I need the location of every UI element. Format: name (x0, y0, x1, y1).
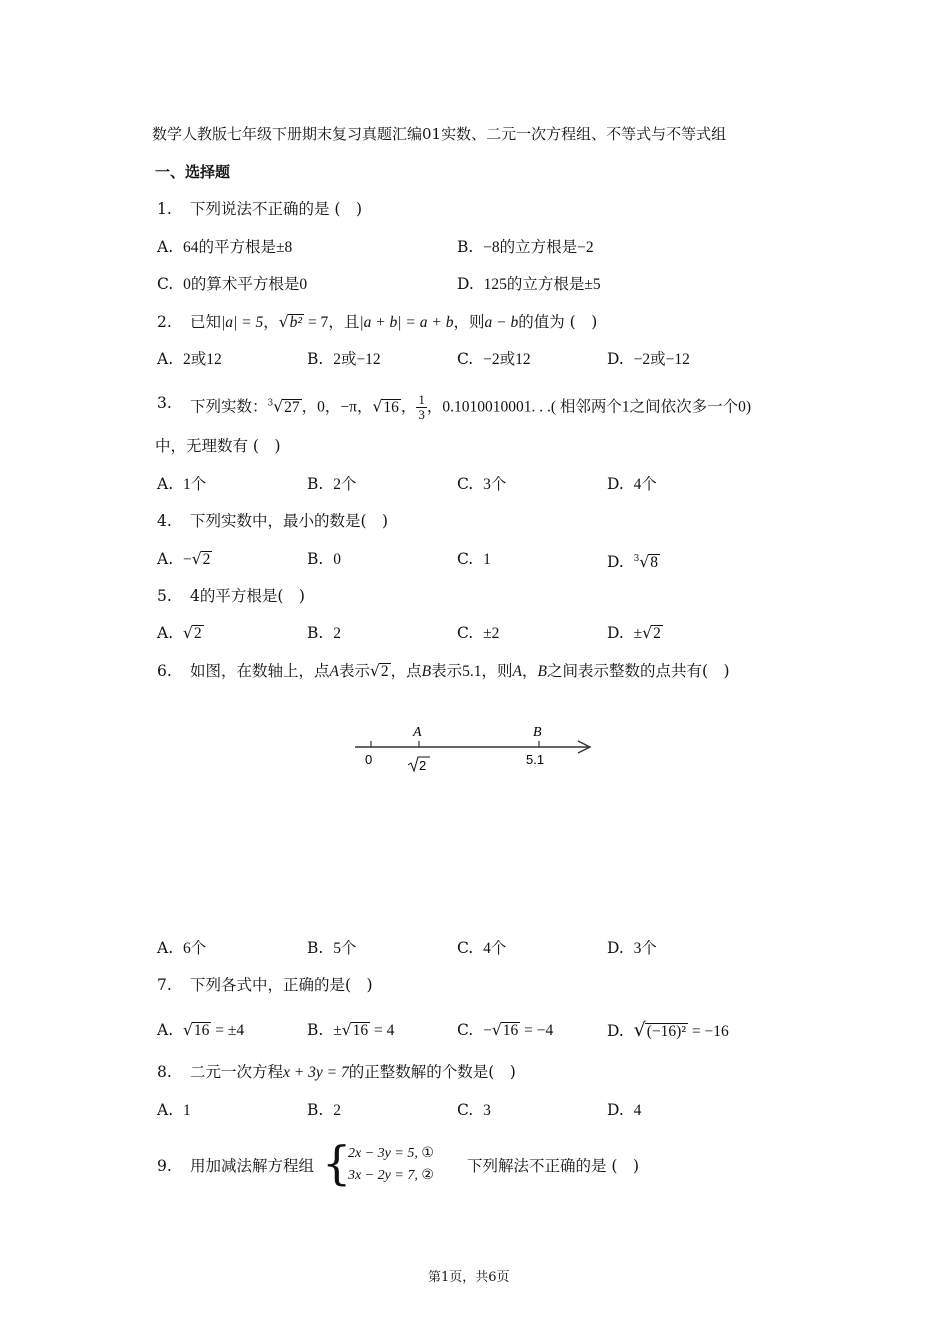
q8-option-a: A. 1 (157, 1101, 191, 1119)
q4-option-b: B. 0 (307, 550, 341, 568)
label-b: B (533, 725, 542, 740)
question-2-number: 2. (157, 313, 172, 331)
q8-option-c: C. 3 (457, 1101, 491, 1119)
q3-option-c: C. 3个 (457, 475, 507, 493)
q8-option-d: D. 4 (607, 1101, 642, 1119)
q7-option-a: A. √16 = ±4 (157, 1021, 245, 1039)
question-5-number: 5. (157, 587, 172, 605)
q4-option-c: C. 1 (457, 550, 491, 568)
q3-option-d: D. 4个 (607, 475, 657, 493)
q3-option-b: B. 2个 (307, 475, 357, 493)
page-title: 数学人教版七年级下册期末复习真题汇编01实数、二元一次方程组、不等式与不等式组 (152, 125, 727, 143)
q2-option-a: A. 2或12 (157, 350, 222, 368)
q4-option-d: D. $^3$√8 (607, 553, 659, 572)
page-footer: 第1页，共6页 (428, 1270, 510, 1285)
q2-option-b: B. 2或−12 (307, 350, 381, 368)
q1-option-b: B. −8的立方根是−2 (457, 238, 594, 256)
q5-option-d: D. ±√2 (607, 624, 661, 642)
question-4-number: 4. (157, 512, 172, 530)
question-7-stem: 下列各式中，正确的是( ) (190, 976, 373, 994)
question-9-stem-end: 下列解法不正确的是 ( ) (467, 1157, 640, 1175)
question-4-stem: 下列实数中，最小的数是( ) (190, 512, 389, 530)
q5-option-c: C. ±2 (457, 624, 500, 642)
number-line-figure (340, 715, 610, 780)
q1-option-c: C. 0的算术平方根是0 (157, 275, 308, 293)
question-7-number: 7. (157, 976, 172, 994)
equation-1: 2x − 3y = 5, ① (348, 1145, 434, 1161)
question-8-number: 8. (157, 1063, 172, 1081)
tick-label-b: 5.1 (526, 752, 545, 767)
question-9-stem-start: 用加减法解方程组 (190, 1157, 315, 1175)
question-3-number: 3. (157, 394, 172, 412)
q1-option-a: A. 64的平方根是±8 (157, 238, 293, 256)
q3-option-a: A. 1个 (157, 475, 207, 493)
question-9-number: 9. (157, 1157, 172, 1175)
question-8-stem: 二元一次方程x + 3y = 7的正整数解的个数是( ) (190, 1063, 516, 1081)
question-2-stem: 已知|a| = 5，√b² = 7，且|a + b| = a + b，则a − b的值为 ( ) (190, 313, 598, 331)
equation-brace: { (322, 1136, 352, 1190)
q6-option-c: C. 4个 (457, 939, 507, 957)
question-1-number: 1. (157, 200, 172, 218)
q8-option-b: B. 2 (307, 1101, 341, 1119)
q1-option-d: D. 125的立方根是±5 (457, 275, 601, 293)
q6-option-a: A. 6个 (157, 939, 207, 957)
question-3-stem: 下列实数：$^3$√27 ，0，−π，√16 ， $\frac{1}{3}$ ，0.1010010001. . .( 相邻两个1之间依次多一个0) (190, 392, 752, 422)
q4-option-a: A. −√2 (157, 550, 211, 568)
equation-2: 3x − 2y = 7, ② (348, 1167, 434, 1183)
section-heading: 一、选择题 (155, 163, 231, 181)
q7-option-b: B. ±√16 = 4 (307, 1021, 395, 1039)
q7-option-c: C. −√16 = −4 (457, 1021, 554, 1039)
q7-option-d: D. √(−16)² = −16 (607, 1019, 729, 1041)
q6-option-b: B. 5个 (307, 939, 357, 957)
q2-option-d: D. −2或−12 (607, 350, 690, 368)
question-5-stem: 4的平方根是( ) (190, 587, 305, 605)
question-6-stem: 如图，在数轴上，点A表示√2 ，点B表示5.1，则A，B之间表示整数的点共有( ) (190, 662, 730, 680)
q5-option-a: A. √2 (157, 624, 202, 642)
tick-label-0: 0 (365, 752, 373, 767)
q2-option-c: C. −2或12 (457, 350, 531, 368)
q6-option-d: D. 3个 (607, 939, 657, 957)
question-6-number: 6. (157, 662, 172, 680)
label-a: A (413, 725, 422, 740)
q5-option-b: B. 2 (307, 624, 341, 642)
tick-label-a: 2 (419, 758, 427, 773)
question-1-stem: 下列说法不正确的是 ( ) (190, 200, 363, 218)
question-3-stem-line2: 中，无理数有 ( ) (155, 437, 281, 455)
